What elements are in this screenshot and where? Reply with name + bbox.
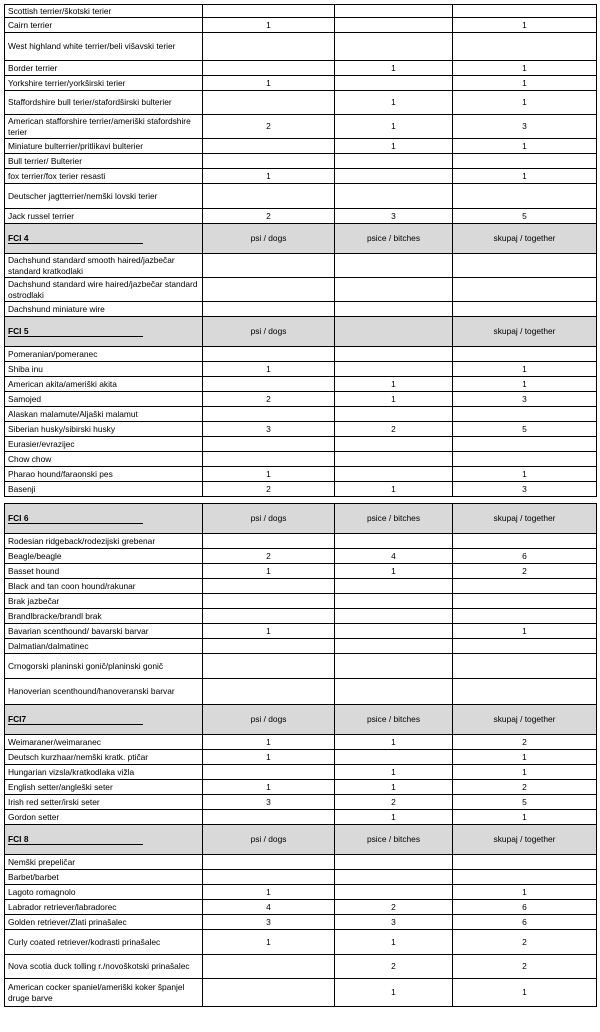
breed-table-fci3-fci5 <box>4 4 597 497</box>
breed-name: Irish red setter/irski seter <box>5 795 203 810</box>
header-dogs: psi / dogs <box>203 705 335 735</box>
dogs-count <box>203 184 335 209</box>
total-count <box>453 609 597 624</box>
fci-group-label <box>5 317 203 347</box>
breed-name: Brak jazbečar <box>5 594 203 609</box>
breed-name: Black and tan coon hound/rakunar <box>5 579 203 594</box>
total-count: 1 <box>453 765 597 780</box>
bitches-count: 1 <box>335 139 453 154</box>
breed-name: West highland white terrier/beli višavski terier <box>5 33 203 61</box>
dogs-count: 4 <box>203 900 335 915</box>
total-count: 3 <box>453 115 597 139</box>
total-count: 1 <box>453 169 597 184</box>
total-count <box>453 302 597 317</box>
fci-group-label <box>5 705 203 735</box>
bitches-count <box>335 870 453 885</box>
dogs-count: 3 <box>203 422 335 437</box>
bitches-count: 1 <box>335 115 453 139</box>
dogs-count <box>203 347 335 362</box>
total-count <box>453 452 597 467</box>
dogs-count <box>203 765 335 780</box>
dogs-count <box>203 594 335 609</box>
breed-name: Labrador retriever/labradorec <box>5 900 203 915</box>
fci-group-text: FCI7 <box>8 714 143 725</box>
breed-name: Deutsch kurzhaar/nemški kratk. ptičar <box>5 750 203 765</box>
breed-row <box>5 955 597 979</box>
bitches-count <box>335 302 453 317</box>
breed-name: Cairn terrier <box>5 18 203 33</box>
dogs-count: 1 <box>203 930 335 955</box>
bitches-count <box>335 33 453 61</box>
breed-row <box>5 115 597 139</box>
breed-name: Pharao hound/faraonski pes <box>5 467 203 482</box>
breed-row <box>5 254 597 278</box>
total-count <box>453 594 597 609</box>
bitches-count: 1 <box>335 392 453 407</box>
breed-name: Alaskan malamute/Aljaški malamut <box>5 407 203 422</box>
breed-row <box>5 437 597 452</box>
total-count <box>453 5 597 18</box>
header-dogs: psi / dogs <box>203 825 335 855</box>
dogs-count: 2 <box>203 209 335 224</box>
breed-name: Deutscher jagtterrier/nemški lovski terier <box>5 184 203 209</box>
breed-row <box>5 679 597 705</box>
breed-row <box>5 609 597 624</box>
bitches-count: 2 <box>335 955 453 979</box>
dogs-count <box>203 639 335 654</box>
dogs-count: 2 <box>203 115 335 139</box>
breed-row <box>5 392 597 407</box>
total-count: 1 <box>453 76 597 91</box>
breed-row <box>5 795 597 810</box>
bitches-count <box>335 76 453 91</box>
breed-name: Miniature bulterrier/pritlikavi bulterier <box>5 139 203 154</box>
dogs-count: 1 <box>203 624 335 639</box>
dogs-count: 1 <box>203 750 335 765</box>
breed-row <box>5 639 597 654</box>
total-count <box>453 870 597 885</box>
header-bitches: psice / bitches <box>335 224 453 254</box>
breed-table-fci6-fci8 <box>4 503 597 1007</box>
dogs-count <box>203 302 335 317</box>
fci-group-text: FCI 5 <box>8 326 143 337</box>
total-count: 1 <box>453 467 597 482</box>
breed-name: Golden retriever/Zlati prinašalec <box>5 915 203 930</box>
breed-row <box>5 422 597 437</box>
dogs-count: 1 <box>203 169 335 184</box>
total-count: 1 <box>453 362 597 377</box>
dogs-count <box>203 679 335 705</box>
header-bitches: psice / bitches <box>335 825 453 855</box>
breed-row <box>5 209 597 224</box>
bitches-count: 1 <box>335 979 453 1007</box>
bitches-count <box>335 594 453 609</box>
bitches-count: 1 <box>335 377 453 392</box>
dogs-count: 1 <box>203 780 335 795</box>
bitches-count: 2 <box>335 795 453 810</box>
header-bitches <box>335 317 453 347</box>
dogs-count <box>203 955 335 979</box>
total-count <box>453 855 597 870</box>
dogs-count: 1 <box>203 735 335 750</box>
breed-row <box>5 452 597 467</box>
bitches-count <box>335 362 453 377</box>
breed-name: fox terrier/fox terier resasti <box>5 169 203 184</box>
bitches-count <box>335 885 453 900</box>
dogs-count <box>203 278 335 302</box>
breed-name: English setter/angleški seter <box>5 780 203 795</box>
total-count: 1 <box>453 810 597 825</box>
breed-name: Jack russel terrier <box>5 209 203 224</box>
breed-name: Pomeranian/pomeranec <box>5 347 203 362</box>
total-count: 1 <box>453 61 597 76</box>
dogs-count <box>203 377 335 392</box>
total-count: 1 <box>453 979 597 1007</box>
breed-name: Dalmatian/dalmatinec <box>5 639 203 654</box>
group-header-row <box>5 224 597 254</box>
bitches-count <box>335 624 453 639</box>
total-count: 6 <box>453 549 597 564</box>
bitches-count: 2 <box>335 422 453 437</box>
header-together: skupaj / together <box>453 825 597 855</box>
bitches-count: 3 <box>335 209 453 224</box>
dogs-count: 1 <box>203 467 335 482</box>
breed-name: Gordon setter <box>5 810 203 825</box>
fci-group-label <box>5 504 203 534</box>
breed-name: Beagle/beagle <box>5 549 203 564</box>
breed-row <box>5 169 597 184</box>
total-count: 1 <box>453 139 597 154</box>
breed-row <box>5 5 597 18</box>
bitches-count <box>335 452 453 467</box>
breed-name: Dachshund standard smooth haired/jazbečar standard kratkodlaki <box>5 254 203 278</box>
dogs-count <box>203 534 335 549</box>
dogs-count <box>203 5 335 18</box>
breed-results-sheet <box>4 4 596 1007</box>
breed-row <box>5 407 597 422</box>
dogs-count: 1 <box>203 885 335 900</box>
breed-name: Dachshund miniature wire <box>5 302 203 317</box>
breed-name: Shiba inu <box>5 362 203 377</box>
fci-group-text: FCI 6 <box>8 513 143 524</box>
breed-row <box>5 18 597 33</box>
breed-name: Barbet/barbet <box>5 870 203 885</box>
group-header-row <box>5 825 597 855</box>
total-count <box>453 33 597 61</box>
dogs-count <box>203 91 335 115</box>
total-count <box>453 154 597 169</box>
bitches-count: 1 <box>335 564 453 579</box>
bitches-count <box>335 639 453 654</box>
breed-row <box>5 377 597 392</box>
breed-name: Samojed <box>5 392 203 407</box>
total-count <box>453 184 597 209</box>
breed-row <box>5 810 597 825</box>
breed-row <box>5 549 597 564</box>
bitches-count <box>335 750 453 765</box>
bitches-count: 1 <box>335 482 453 497</box>
total-count: 2 <box>453 735 597 750</box>
breed-name: Hungarian vizsla/kratkodlaka vižla <box>5 765 203 780</box>
bitches-count <box>335 654 453 679</box>
dogs-count: 1 <box>203 18 335 33</box>
breed-name: Lagoto romagnolo <box>5 885 203 900</box>
dogs-count <box>203 810 335 825</box>
bitches-count <box>335 407 453 422</box>
header-together: skupaj / together <box>453 705 597 735</box>
breed-row <box>5 579 597 594</box>
breed-row <box>5 855 597 870</box>
fci-group-label <box>5 825 203 855</box>
dogs-count <box>203 452 335 467</box>
bitches-count: 3 <box>335 915 453 930</box>
dogs-count: 2 <box>203 549 335 564</box>
total-count: 2 <box>453 955 597 979</box>
breed-row <box>5 76 597 91</box>
breed-row <box>5 362 597 377</box>
dogs-count: 1 <box>203 362 335 377</box>
breed-name: American stafforshire terrier/ameriški stafordshire terier <box>5 115 203 139</box>
breed-row <box>5 278 597 302</box>
fci-group-label <box>5 224 203 254</box>
bitches-count <box>335 278 453 302</box>
fci-group-text: FCI 4 <box>8 233 143 244</box>
breed-name: Nemški prepeličar <box>5 855 203 870</box>
breed-row <box>5 184 597 209</box>
dogs-count <box>203 579 335 594</box>
dogs-count <box>203 33 335 61</box>
dogs-count <box>203 654 335 679</box>
dogs-count: 2 <box>203 392 335 407</box>
header-together: skupaj / together <box>453 317 597 347</box>
header-together: skupaj / together <box>453 224 597 254</box>
bitches-count <box>335 437 453 452</box>
dogs-count: 3 <box>203 915 335 930</box>
breed-name: Nova scotia duck tolling r./novoškotski prinašalec <box>5 955 203 979</box>
breed-row <box>5 91 597 115</box>
breed-name: Basenji <box>5 482 203 497</box>
breed-row <box>5 624 597 639</box>
bitches-count <box>335 534 453 549</box>
total-count: 6 <box>453 915 597 930</box>
header-bitches: psice / bitches <box>335 504 453 534</box>
breed-name: Weimaraner/weimaranec <box>5 735 203 750</box>
breed-row <box>5 750 597 765</box>
header-dogs: psi / dogs <box>203 504 335 534</box>
breed-row <box>5 979 597 1007</box>
total-count: 1 <box>453 377 597 392</box>
bitches-count: 1 <box>335 61 453 76</box>
breed-row <box>5 780 597 795</box>
bitches-count <box>335 184 453 209</box>
bitches-count: 1 <box>335 810 453 825</box>
bitches-count: 4 <box>335 549 453 564</box>
breed-row <box>5 482 597 497</box>
total-count: 3 <box>453 392 597 407</box>
breed-name: American cocker spaniel/ameriški koker španjel druge barve <box>5 979 203 1007</box>
total-count: 1 <box>453 18 597 33</box>
breed-row <box>5 654 597 679</box>
total-count: 2 <box>453 930 597 955</box>
dogs-count: 1 <box>203 564 335 579</box>
breed-name: Bull terrier/ Bulterier <box>5 154 203 169</box>
dogs-count <box>203 855 335 870</box>
bitches-count: 1 <box>335 765 453 780</box>
total-count: 1 <box>453 91 597 115</box>
total-count: 5 <box>453 795 597 810</box>
bitches-count <box>335 609 453 624</box>
breed-row <box>5 154 597 169</box>
total-count <box>453 437 597 452</box>
breed-name: Basset hound <box>5 564 203 579</box>
breed-row <box>5 915 597 930</box>
breed-row <box>5 594 597 609</box>
bitches-count: 1 <box>335 735 453 750</box>
total-count: 6 <box>453 900 597 915</box>
breed-name: Bavarian scenthound/ bavarski barvar <box>5 624 203 639</box>
dogs-count <box>203 407 335 422</box>
total-count <box>453 278 597 302</box>
breed-name: American akita/ameriški akita <box>5 377 203 392</box>
bitches-count: 1 <box>335 930 453 955</box>
breed-row <box>5 885 597 900</box>
total-count <box>453 654 597 679</box>
group-header-row <box>5 705 597 735</box>
header-bitches: psice / bitches <box>335 705 453 735</box>
bitches-count <box>335 254 453 278</box>
bitches-count: 1 <box>335 91 453 115</box>
bitches-count <box>335 169 453 184</box>
bitches-count <box>335 18 453 33</box>
breed-name: Scottish terrier/škotski terier <box>5 5 203 18</box>
breed-name: Brandlbracke/brandl brak <box>5 609 203 624</box>
header-dogs: psi / dogs <box>203 224 335 254</box>
breed-name: Eurasier/evrazijec <box>5 437 203 452</box>
bitches-count <box>335 347 453 362</box>
dogs-count: 3 <box>203 795 335 810</box>
breed-row <box>5 302 597 317</box>
bitches-count <box>335 679 453 705</box>
bitches-count: 2 <box>335 900 453 915</box>
dogs-count <box>203 609 335 624</box>
total-count <box>453 407 597 422</box>
group-header-row <box>5 317 597 347</box>
total-count <box>453 534 597 549</box>
dogs-count <box>203 139 335 154</box>
dogs-count: 1 <box>203 76 335 91</box>
breed-row <box>5 900 597 915</box>
total-count: 5 <box>453 422 597 437</box>
total-count <box>453 679 597 705</box>
total-count: 1 <box>453 624 597 639</box>
breed-name: Staffordshire bull terier/stafordširski bulterier <box>5 91 203 115</box>
bitches-count <box>335 5 453 18</box>
breed-row <box>5 347 597 362</box>
dogs-count <box>203 254 335 278</box>
breed-row <box>5 534 597 549</box>
breed-row <box>5 930 597 955</box>
header-dogs: psi / dogs <box>203 317 335 347</box>
total-count: 2 <box>453 780 597 795</box>
bitches-count: 1 <box>335 780 453 795</box>
breed-row <box>5 564 597 579</box>
total-count <box>453 579 597 594</box>
dogs-count: 2 <box>203 482 335 497</box>
breed-name: Dachshund standard wire haired/jazbečar standard ostrodlaki <box>5 278 203 302</box>
total-count: 1 <box>453 750 597 765</box>
breed-name: Chow chow <box>5 452 203 467</box>
breed-name: Yorkshire terrier/yorkširski terier <box>5 76 203 91</box>
total-count: 5 <box>453 209 597 224</box>
dogs-count <box>203 437 335 452</box>
dogs-count <box>203 154 335 169</box>
breed-row <box>5 870 597 885</box>
breed-name: Siberian husky/sibirski husky <box>5 422 203 437</box>
total-count: 3 <box>453 482 597 497</box>
breed-row <box>5 61 597 76</box>
breed-row <box>5 33 597 61</box>
dogs-count <box>203 870 335 885</box>
bitches-count <box>335 579 453 594</box>
dogs-count <box>203 979 335 1007</box>
dogs-count <box>203 61 335 76</box>
breed-name: Crnogorski planinski gonič/planinski gonič <box>5 654 203 679</box>
group-header-row <box>5 504 597 534</box>
breed-name: Curly coated retriever/kodrasti prinašalec <box>5 930 203 955</box>
total-count: 1 <box>453 885 597 900</box>
total-count <box>453 254 597 278</box>
breed-row <box>5 139 597 154</box>
breed-row <box>5 467 597 482</box>
breed-name: Rodesian ridgeback/rodezijski grebenar <box>5 534 203 549</box>
bitches-count <box>335 154 453 169</box>
breed-row <box>5 735 597 750</box>
bitches-count <box>335 855 453 870</box>
fci-group-text: FCI 8 <box>8 834 143 845</box>
bitches-count <box>335 467 453 482</box>
breed-row <box>5 765 597 780</box>
breed-name: Hanoverian scenthound/hanoveranski barvar <box>5 679 203 705</box>
total-count <box>453 639 597 654</box>
total-count: 2 <box>453 564 597 579</box>
total-count <box>453 347 597 362</box>
header-together: skupaj / together <box>453 504 597 534</box>
breed-name: Border terrier <box>5 61 203 76</box>
